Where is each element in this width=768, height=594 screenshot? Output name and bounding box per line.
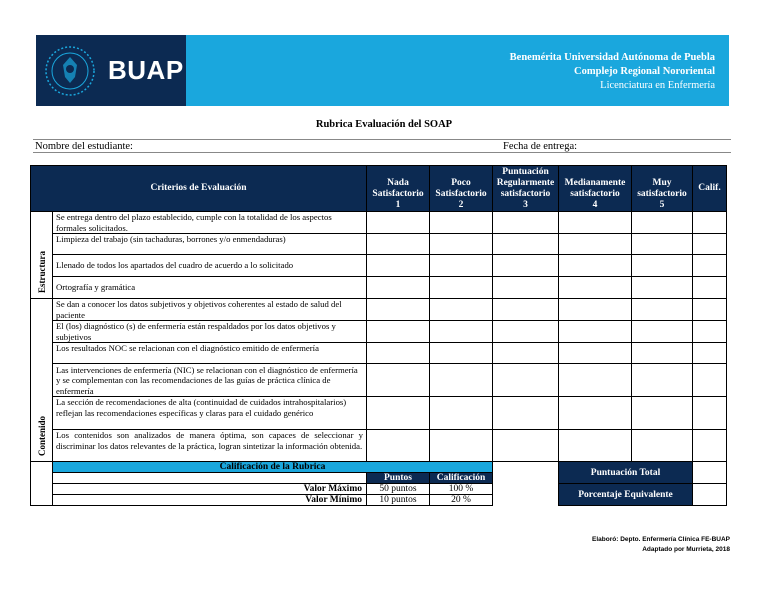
program-name: Licenciatura en Enfermería — [600, 80, 715, 91]
score-cell[interactable] — [559, 255, 632, 277]
criterion-cell: Limpieza del trabajo (sin tachaduras, borrones y/o enmendaduras) — [53, 234, 367, 255]
grade-cell[interactable] — [693, 277, 727, 299]
table-row — [31, 321, 727, 343]
score-cell[interactable] — [632, 430, 693, 462]
grade-cell[interactable] — [693, 364, 727, 397]
max-grade: 100 % — [430, 484, 493, 495]
score-cell[interactable] — [493, 299, 559, 321]
score-cell[interactable] — [367, 343, 430, 364]
score-cell[interactable] — [430, 277, 493, 299]
table-row — [31, 299, 727, 321]
student-info-row — [33, 139, 731, 153]
criterion-cell: La sección de recomendaciones de alta (continuidad de cuidados intrahospitalarios) reflejan las recomendaciones específicas y claras para el cuidado genérico — [53, 397, 367, 430]
institution-block — [510, 51, 715, 93]
criterion-cell: Ortografía y gramática — [53, 277, 367, 299]
score-cell[interactable] — [559, 212, 632, 234]
score-cell[interactable] — [493, 234, 559, 255]
max-value-label: Valor Máximo — [53, 484, 367, 495]
score-cell[interactable] — [559, 430, 632, 462]
table-row — [31, 277, 727, 299]
score-cell[interactable] — [367, 430, 430, 462]
criterion-cell: Las intervenciones de enfermería (NIC) se relacionan con el diagnóstico de enfermería y se complementan con las recomendaciones de las guías de práctica clínica de enfermería — [53, 364, 367, 397]
grade-cell[interactable] — [693, 430, 727, 462]
score-cell[interactable] — [632, 277, 693, 299]
level-3-header: Puntuación Regularmente satisfactorio 3 — [493, 166, 559, 212]
grade-cell[interactable] — [693, 343, 727, 364]
score-cell[interactable] — [559, 364, 632, 397]
footer-line-1: Elaboró: Depto. Enfermería Clínica FE-BUAP — [592, 536, 730, 543]
criterion-cell: Los resultados NOC se relacionan con el diagnóstico emitido de enfermería — [53, 343, 367, 364]
score-cell[interactable] — [559, 277, 632, 299]
score-cell[interactable] — [430, 343, 493, 364]
score-cell[interactable] — [430, 430, 493, 462]
criterion-cell: Llenado de todos los apartados del cuadro de acuerdo a lo solicitado — [53, 255, 367, 277]
score-cell[interactable] — [430, 397, 493, 430]
rubric-table — [30, 165, 727, 506]
score-cell[interactable] — [559, 299, 632, 321]
score-cell[interactable] — [632, 212, 693, 234]
score-cell[interactable] — [367, 277, 430, 299]
grade-cell[interactable] — [693, 321, 727, 343]
footer-line-2: Adaptado por Murrieta, 2018 — [642, 546, 730, 553]
header-banner — [36, 35, 729, 106]
score-cell[interactable] — [493, 343, 559, 364]
score-cell[interactable] — [559, 321, 632, 343]
score-cell[interactable] — [493, 364, 559, 397]
delivery-date-label: Fecha de entrega: — [503, 141, 578, 152]
score-cell[interactable] — [430, 212, 493, 234]
criterion-cell: Se dan a conocer los datos subjetivos y objetivos coherentes al estado de salud del paciente — [53, 299, 367, 321]
criteria-header: Criterios de Evaluación — [31, 166, 367, 212]
grade-col-header: Calificación — [430, 473, 493, 484]
score-cell[interactable] — [632, 321, 693, 343]
score-cell[interactable] — [632, 234, 693, 255]
category-contenido: Contenido — [31, 299, 53, 462]
document-title: Rubrica Evaluación del SOAP — [315, 119, 453, 130]
points-header: Puntos — [367, 473, 430, 484]
score-cell[interactable] — [367, 212, 430, 234]
table-row — [31, 212, 727, 234]
student-name-label: Nombre del estudiante: — [35, 141, 133, 152]
min-value-label: Valor Mínimo — [53, 495, 367, 506]
logo-block — [36, 35, 186, 106]
summary-row — [31, 484, 727, 495]
table-row — [31, 430, 727, 462]
score-cell[interactable] — [493, 397, 559, 430]
score-cell[interactable] — [367, 321, 430, 343]
min-grade: 20 % — [430, 495, 493, 506]
grade-cell[interactable] — [693, 255, 727, 277]
criterion-cell: El (los) diagnóstico (s) de enfermería están respaldados por los datos objetivos y subjetivos — [53, 321, 367, 343]
table-row — [31, 343, 727, 364]
table-header-row — [31, 166, 727, 212]
score-cell[interactable] — [430, 299, 493, 321]
score-cell[interactable] — [430, 364, 493, 397]
score-cell[interactable] — [632, 364, 693, 397]
summary-title-row — [31, 462, 727, 473]
score-cell[interactable] — [493, 321, 559, 343]
score-cell[interactable] — [632, 255, 693, 277]
level-4-header: Medianamente satisfactorio 4 — [559, 166, 632, 212]
min-points: 10 puntos — [367, 495, 430, 506]
category-estructura: Estructura — [31, 212, 53, 299]
score-cell[interactable] — [493, 212, 559, 234]
footer-credits — [592, 535, 730, 555]
percent-value[interactable] — [693, 484, 727, 506]
max-points: 50 puntos — [367, 484, 430, 495]
summary-label-spacer — [53, 473, 367, 484]
score-cell[interactable] — [430, 255, 493, 277]
score-cell[interactable] — [632, 343, 693, 364]
score-header: Puntuación — [502, 166, 549, 177]
score-cell[interactable] — [493, 430, 559, 462]
campus-name: Complejo Regional Nororiental — [574, 66, 715, 77]
grade-cell[interactable] — [693, 397, 727, 430]
level-1-header: Nada Satisfactorio 1 — [367, 166, 430, 212]
total-score-label: Puntuación Total — [559, 462, 693, 484]
score-cell[interactable] — [367, 255, 430, 277]
score-cell[interactable] — [493, 255, 559, 277]
level-2-header: Poco Satisfactorio 2 — [430, 166, 493, 212]
score-cell[interactable] — [632, 397, 693, 430]
grade-header: Calif. — [693, 166, 727, 212]
grade-cell[interactable] — [693, 212, 727, 234]
table-row — [31, 397, 727, 430]
score-cell[interactable] — [559, 397, 632, 430]
institution-name: Benemérita Universidad Autónoma de Puebla — [509, 52, 715, 63]
university-seal-icon — [44, 45, 96, 97]
score-cell[interactable] — [367, 299, 430, 321]
summary-gap — [493, 462, 559, 484]
criterion-cell: Se entrega dentro del plazo establecido, cumple con la totalidad de los aspectos formales solicitados. — [53, 212, 367, 234]
summary-spacer — [31, 462, 53, 506]
grade-cell[interactable] — [693, 299, 727, 321]
score-cell[interactable] — [632, 299, 693, 321]
score-cell[interactable] — [367, 364, 430, 397]
score-cell[interactable] — [559, 234, 632, 255]
level-5-header: Muy satisfactorio 5 — [632, 166, 693, 212]
summary-gap-2 — [493, 484, 559, 506]
table-row — [31, 364, 727, 397]
total-score-value[interactable] — [693, 462, 727, 484]
grade-cell[interactable] — [693, 234, 727, 255]
score-cell[interactable] — [367, 397, 430, 430]
summary-title: Calificación de la Rubrica — [53, 462, 493, 473]
table-row — [31, 234, 727, 255]
score-cell[interactable] — [493, 277, 559, 299]
criterion-cell: Los contenidos son analizados de manera óptima, son capaces de seleccionar y discriminar los datos relevantes de la práctica, logran sintetizar la información obtenida. — [53, 430, 367, 462]
score-cell[interactable] — [430, 321, 493, 343]
brand-wordmark: BUAP — [108, 55, 184, 85]
table-row — [31, 255, 727, 277]
score-cell[interactable] — [367, 234, 430, 255]
score-cell[interactable] — [559, 343, 632, 364]
score-cell[interactable] — [430, 234, 493, 255]
percent-label: Porcentaje Equivalente — [559, 484, 693, 506]
